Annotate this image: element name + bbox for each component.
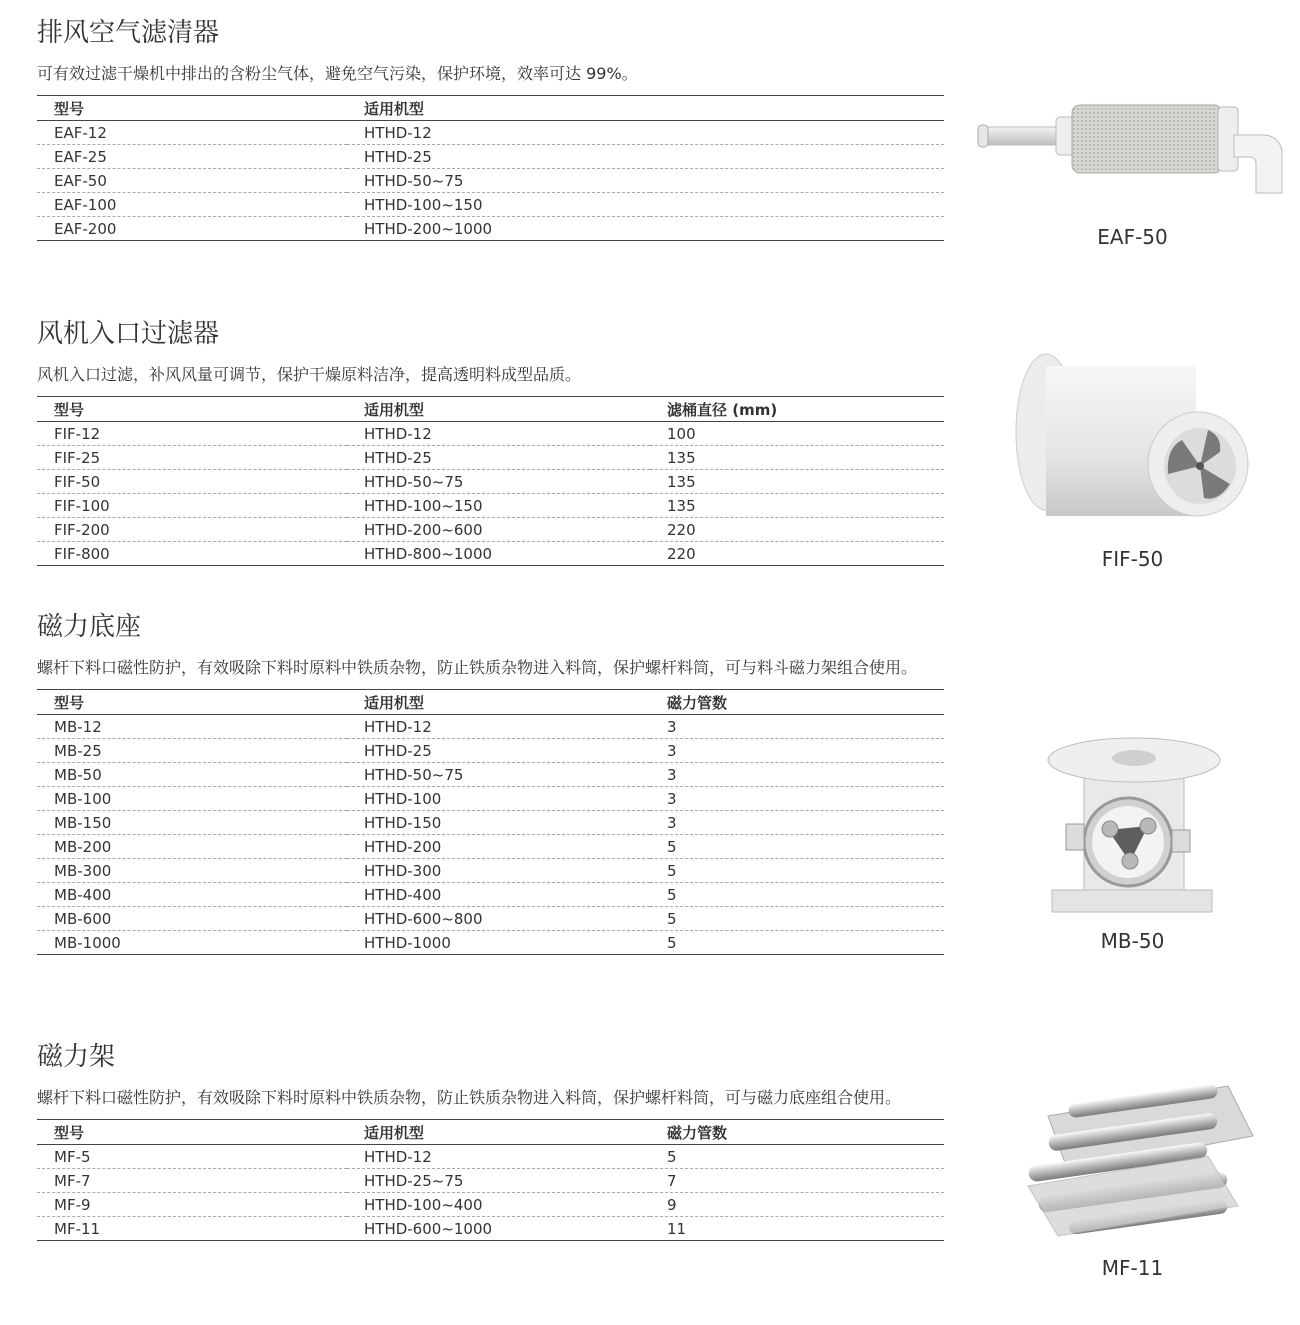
table-cell: HTHD-25 [347,446,650,470]
table-header-row [37,397,944,422]
table-row [37,470,944,494]
table-cell: 5 [650,1145,944,1169]
table-cell: 3 [650,811,944,835]
column-header: 型号 [37,96,347,121]
table-cell: HTHD-12 [347,715,650,739]
table-cell: MF-7 [37,1169,347,1193]
table-row [37,787,944,811]
table-cell: HTHD-200~600 [347,518,650,542]
table-row [37,763,944,787]
table-cell: EAF-50 [37,169,347,193]
product-mf-11 [965,1076,1300,1280]
table-cell: HTHD-600~800 [347,907,650,931]
table-cell: 9 [650,1193,944,1217]
table-header-row [37,690,944,715]
table-cell: HTHD-25 [347,145,650,169]
table-cell: HTHD-200~1000 [347,217,650,241]
table-cell: MF-9 [37,1193,347,1217]
table-row [37,1145,944,1169]
table-cell: 5 [650,907,944,931]
table-cell: 3 [650,739,944,763]
section-title: 磁力架 [37,1042,116,1072]
exhaust-filter-image [968,95,1298,215]
table-cell: 220 [650,542,944,566]
table-cell: 5 [650,859,944,883]
table-cell: 5 [650,931,944,955]
column-header: 适用机型 [347,1120,650,1145]
table-cell: MB-50 [37,763,347,787]
table-cell: HTHD-100 [347,787,650,811]
table-cell: HTHD-50~75 [347,763,650,787]
table-row [37,542,944,566]
table-cell: HTHD-25~75 [347,1169,650,1193]
table-row [37,422,944,446]
table-cell: 220 [650,518,944,542]
column-header: 型号 [37,1120,347,1145]
table-row [37,169,944,193]
section-magnetic-frame [37,1040,945,1241]
column-header: 适用机型 [347,96,650,121]
table-row [37,494,944,518]
table-cell: FIF-100 [37,494,347,518]
table-cell: MB-25 [37,739,347,763]
section-magnetic-base [37,610,945,955]
table-cell: HTHD-200 [347,835,650,859]
section-blower-inlet-filter [37,317,945,566]
table-row [37,883,944,907]
table-cell-empty [650,121,944,145]
column-header-empty [650,96,944,121]
column-header: 磁力管数 [650,1120,944,1145]
table-cell: HTHD-800~1000 [347,542,650,566]
table-cell: HTHD-100~150 [347,494,650,518]
table-row [37,715,944,739]
table-cell-empty [650,169,944,193]
table-cell: FIF-50 [37,470,347,494]
table-row [37,1169,944,1193]
blower-inlet-filter-image [1008,352,1258,537]
table-row [37,446,944,470]
table-row [37,217,944,241]
column-header: 适用机型 [347,397,650,422]
magnetic-base-image [1038,734,1228,919]
section-description: 可有效过滤干燥机中排出的含粉尘气体，避免空气污染，保护环境，效率可达 99%。 [37,64,638,83]
table-cell: HTHD-12 [347,422,650,446]
table-cell: HTHD-12 [347,1145,650,1169]
section-title: 磁力底座 [37,612,142,642]
spec-table [37,396,944,566]
table-cell: HTHD-100~150 [347,193,650,217]
table-cell: 5 [650,883,944,907]
column-header: 滤桶直径 (mm) [650,397,944,422]
table-cell: MB-12 [37,715,347,739]
table-cell: MF-5 [37,1145,347,1169]
spec-table [37,1119,944,1241]
table-cell: HTHD-25 [347,739,650,763]
table-cell: HTHD-600~1000 [347,1217,650,1241]
product-caption: FIF-50 [1101,547,1164,571]
section-exhaust-air-filter [37,16,945,241]
table-row [37,931,944,955]
table-cell: EAF-200 [37,217,347,241]
table-cell: 100 [650,422,944,446]
table-cell: HTHD-50~75 [347,470,650,494]
section-description: 螺杆下料口磁性防护，有效吸除下料时原料中铁质杂物，防止铁质杂物进入料筒，保护螺杆料筒，可与磁力底座组合使用。 [37,1088,902,1107]
spec-table [37,95,944,241]
product-caption: MB-50 [1100,929,1165,953]
product-caption: EAF-50 [1097,225,1168,249]
table-cell: 3 [650,763,944,787]
table-cell: HTHD-1000 [347,931,650,955]
table-row [37,907,944,931]
table-cell: 135 [650,494,944,518]
product-fif-50 [965,352,1300,571]
product-mb-50 [965,734,1300,953]
table-cell: 3 [650,715,944,739]
table-cell: MF-11 [37,1217,347,1241]
section-description: 风机入口过滤，补风风量可调节，保护干燥原料洁净，提高透明料成型品质。 [37,365,582,384]
table-row [37,835,944,859]
table-cell: MB-600 [37,907,347,931]
table-cell: MB-1000 [37,931,347,955]
table-cell: 11 [650,1217,944,1241]
table-row [37,1193,944,1217]
magnetic-frame-image [1008,1076,1258,1246]
table-cell: HTHD-400 [347,883,650,907]
table-cell: HTHD-50~75 [347,169,650,193]
table-cell-empty [650,217,944,241]
table-cell-empty [650,145,944,169]
table-cell: 7 [650,1169,944,1193]
table-row [37,739,944,763]
table-cell: FIF-800 [37,542,347,566]
section-title: 风机入口过滤器 [37,319,220,349]
product-caption: MF-11 [1101,1256,1164,1280]
table-cell: 5 [650,835,944,859]
table-cell: HTHD-12 [347,121,650,145]
table-row [37,1217,944,1241]
table-cell: FIF-12 [37,422,347,446]
table-cell: HTHD-150 [347,811,650,835]
table-cell: EAF-100 [37,193,347,217]
table-cell: FIF-200 [37,518,347,542]
table-cell: MB-200 [37,835,347,859]
table-header-row [37,96,944,121]
table-cell: 135 [650,446,944,470]
column-header: 型号 [37,397,347,422]
column-header: 适用机型 [347,690,650,715]
table-cell: EAF-25 [37,145,347,169]
section-description: 螺杆下料口磁性防护，有效吸除下料时原料中铁质杂物，防止铁质杂物进入料筒，保护螺杆料筒，可与料斗磁力架组合使用。 [37,658,918,677]
table-row [37,811,944,835]
table-row [37,121,944,145]
table-cell: MB-400 [37,883,347,907]
table-row [37,145,944,169]
table-row [37,859,944,883]
column-header: 磁力管数 [650,690,944,715]
table-cell: 3 [650,787,944,811]
table-row [37,193,944,217]
table-row [37,518,944,542]
table-cell: MB-150 [37,811,347,835]
product-eaf-50 [965,95,1300,249]
table-cell: FIF-25 [37,446,347,470]
table-cell: MB-300 [37,859,347,883]
table-cell: EAF-12 [37,121,347,145]
table-cell: 135 [650,470,944,494]
table-cell: HTHD-300 [347,859,650,883]
spec-table [37,689,944,955]
table-cell-empty [650,193,944,217]
table-cell: HTHD-100~400 [347,1193,650,1217]
section-title: 排风空气滤清器 [37,18,220,48]
table-header-row [37,1120,944,1145]
column-header: 型号 [37,690,347,715]
table-cell: MB-100 [37,787,347,811]
